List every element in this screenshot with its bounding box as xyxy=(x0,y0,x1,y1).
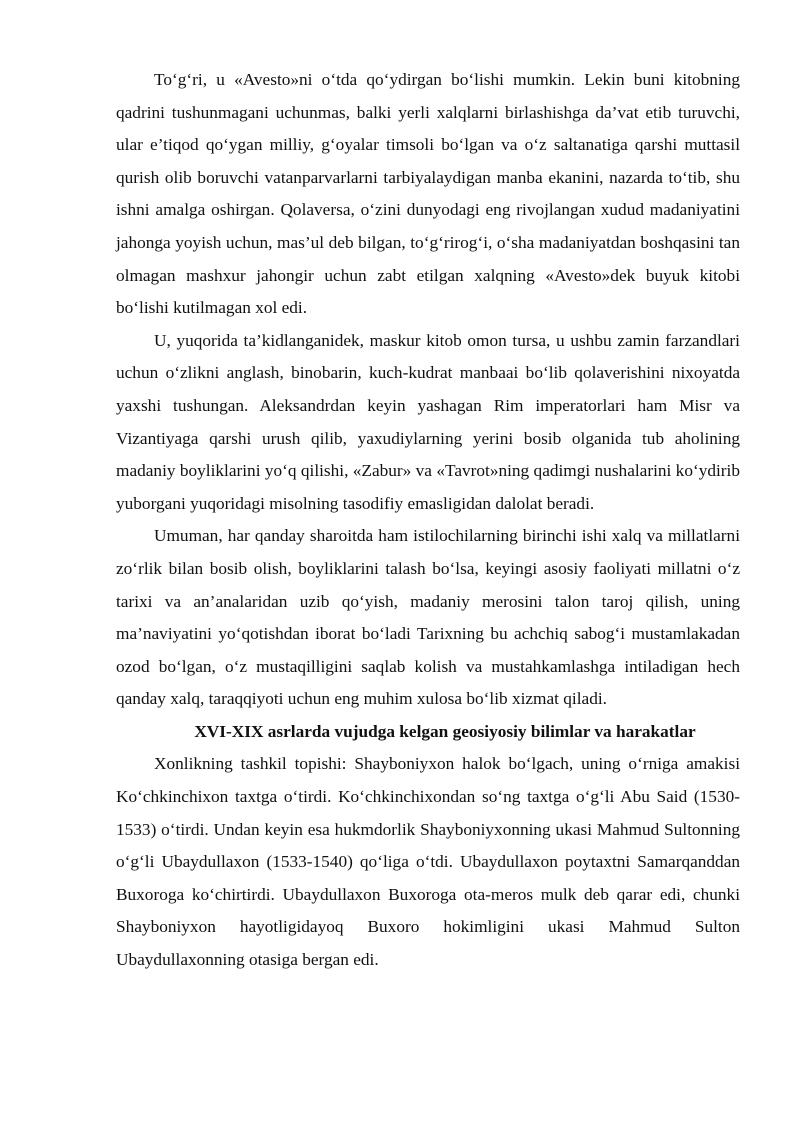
section-heading: XVI-XIX asrlarda vujudga kelgan geosiyosiy bilimlar va harakatlar xyxy=(194,721,696,741)
document-page xyxy=(116,64,740,977)
paragraph-book-preservation: U, yuqorida ta’kidlanganidek, maskur kitob omon tursa, u ushbu zamin farzandlari uchun o‘zlikni anglash, binobarin, kuch-kudrat manbaai bo‘lib qolaverishini nixoyatda yaxshi tushungan. Aleksandrdan keyin yashagan Rim imperatorlari ham Misr va Vizantiyaga qarshi urush qilib, yaxudiylarning yerini bosib olganida tub aholining madaniy boyliklarini yo‘q qilishi, «Zabur» va «Tavrot»ning qadimgi nushalarini ko‘ydirib yuborgani yuqoridagi misolning tasodifiy emasligidan dalolat beradi. xyxy=(116,330,740,513)
paragraph-avesto: To‘g‘ri, u «Avesto»ni o‘tda qo‘ydirgan bo‘lishi mumkin. Lekin buni kitobning qadrini tushunmagani uchunmas, balki yerli xalqlarni birlashishga da’vat etib turuvchi, ular e’tiqod qo‘ygan milliy, g‘oyalar timsoli bo‘lgan va o‘z saltanatiga qarshi muttasil qurish olib boruvchi vatanparvarlarni tarbiyalaydigan manba ekanini, nazarda to‘tib, shu ishni amalga oshirgan. Qolaversa, o‘zini dunyodagi eng rivojlangan xudud madaniyatini jahonga yoyish uchun, mas’ul deb bilgan, to‘g‘rirog‘i, o‘sha madaniyatdan boshqasini tan olmagan mashxur jahongir uchun zabt etilgan xalqning «Avesto»dek buyuk kitobi bo‘lishi kutilmagan xol edi. xyxy=(116,70,740,318)
paragraph-khanate: Xonlikning tashkil topishi: Shayboniyxon halok bo‘lgach, uning o‘rniga amakisi Ko‘chkinchixon taxtga o‘tirdi. Ko‘chkinchixondan so‘ng taxtga o‘g‘li Abu Said (1530-1533) o‘tirdi. Undan keyin esa hukmdorlik Shayboniyxonning ukasi Mahmud Sultonning o‘g‘li Ubaydullaxon (1533-1540) qo‘liga o‘tdi. Ubaydullaxon poytaxtni Samarqanddan Buxoroga ko‘chirtirdi. Ubaydullaxon Buxoroga ota-meros mulk deb qarar edi, chunki Shayboniyxon hayotligidayoq Buxoro hokimligini ukasi Mahmud Sulton Ubaydullaxonning otasiga bergan edi. xyxy=(116,754,740,970)
paragraph-conquerors: Umuman, har qanday sharoitda ham istilochilarning birinchi ishi xalq va millatlarni zo‘rlik bilan bosib olish, boyliklarini talash bo‘lsa, keyingi asosiy faoliyati millatni o‘z tarixi va an’analaridan uzib qo‘yish, madaniy merosini talon taroj qilish, uning ma’naviyatini yo‘qotishdan iborat bo‘ladi Tarixning bu achchiq sabog‘i mustamlakadan ozod bo‘lgan, o‘z mustaqilligini saqlab kolish va mustahkamlashga intiladigan hech qanday xalq, taraqqiyoti uchun eng muhim xulosa bo‘lib xizmat qiladi. xyxy=(116,526,740,709)
